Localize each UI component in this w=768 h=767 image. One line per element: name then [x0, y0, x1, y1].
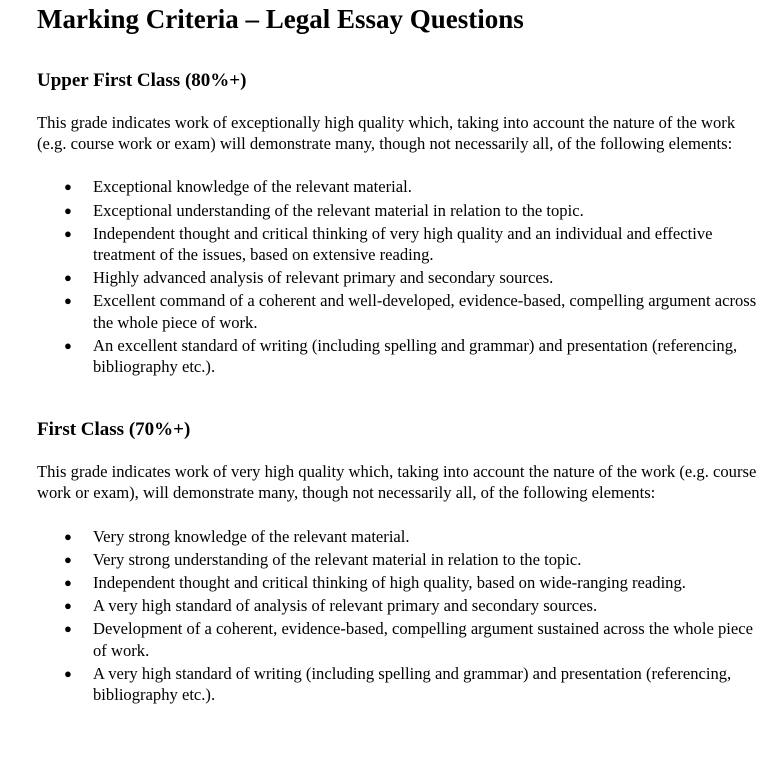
section-first-class [37, 419, 765, 705]
list-item-text: Highly advanced analysis of relevant primary and secondary sources. [93, 268, 554, 288]
bullet-icon: ● [64, 270, 72, 286]
list-item-text: Independent thought and critical thinking of very high quality and an individual and effective treatment of the issues, based on extensive reading. [93, 223, 713, 265]
document-page [37, 0, 765, 707]
bullet-icon: ● [64, 528, 72, 544]
list-item-text: Very strong understanding of the relevant material in relation to the topic. [93, 549, 582, 569]
bullet-icon: ● [64, 293, 72, 309]
section-intro: This grade indicates work of exceptionally high quality which, taking into account the nature of the work (e.g. course work or exam) will demonstrate many, though not necessarily all, of the following elements: [37, 113, 736, 154]
list-item [37, 267, 765, 288]
section-intro: This grade indicates work of very high quality which, taking into account the nature of the work (e.g. course work or exam), will demonstrate many, though not necessarily all, of the following elements: [37, 462, 757, 503]
list-item [37, 290, 765, 332]
bullet-icon: ● [64, 225, 72, 241]
list-item [37, 549, 765, 570]
criteria-list [37, 176, 765, 377]
page-title: Marking Criteria – Legal Essay Questions [37, 4, 524, 34]
list-item [37, 200, 765, 221]
bullet-icon: ● [64, 575, 72, 591]
list-item-text: Independent thought and critical thinking of high quality, based on wide-ranging reading. [93, 573, 686, 593]
list-item [37, 618, 765, 660]
bullet-icon: ● [64, 665, 72, 681]
list-item-text: Exceptional understanding of the relevant material in relation to the topic. [93, 200, 584, 220]
section-upper-first-class [37, 70, 765, 377]
bullet-icon: ● [64, 202, 72, 218]
list-item-text: Excellent command of a coherent and well-developed, evidence-based, compelling argument across the whole piece of work. [93, 291, 757, 332]
criteria-list [37, 526, 765, 706]
list-item [37, 595, 765, 616]
list-item-text: A very high standard of analysis of relevant primary and secondary sources. [93, 596, 598, 616]
list-item [37, 176, 765, 197]
list-item-text: Exceptional knowledge of the relevant material. [93, 177, 412, 197]
list-item [37, 223, 765, 265]
list-item-text: Development of a coherent, evidence-based, compelling argument sustained across the whole piece of work. [93, 619, 753, 660]
list-item [37, 572, 765, 593]
bullet-icon: ● [64, 621, 72, 637]
list-item [37, 663, 765, 705]
list-item-text: Very strong knowledge of the relevant material. [93, 526, 410, 546]
list-item [37, 526, 765, 547]
section-heading: Upper First Class (80%+) [37, 70, 247, 91]
section-heading: First Class (70%+) [37, 419, 191, 441]
bullet-icon: ● [64, 598, 72, 614]
list-item-text: An excellent standard of writing (including spelling and grammar) and presentation (referencing, bibliography etc.). [93, 335, 738, 377]
bullet-icon: ● [64, 179, 72, 195]
bullet-icon: ● [64, 551, 72, 567]
list-item [37, 335, 765, 377]
bullet-icon: ● [64, 337, 72, 353]
list-item-text: A very high standard of writing (including spelling and grammar) and presentation (referencing, bibliography etc.). [93, 663, 732, 705]
